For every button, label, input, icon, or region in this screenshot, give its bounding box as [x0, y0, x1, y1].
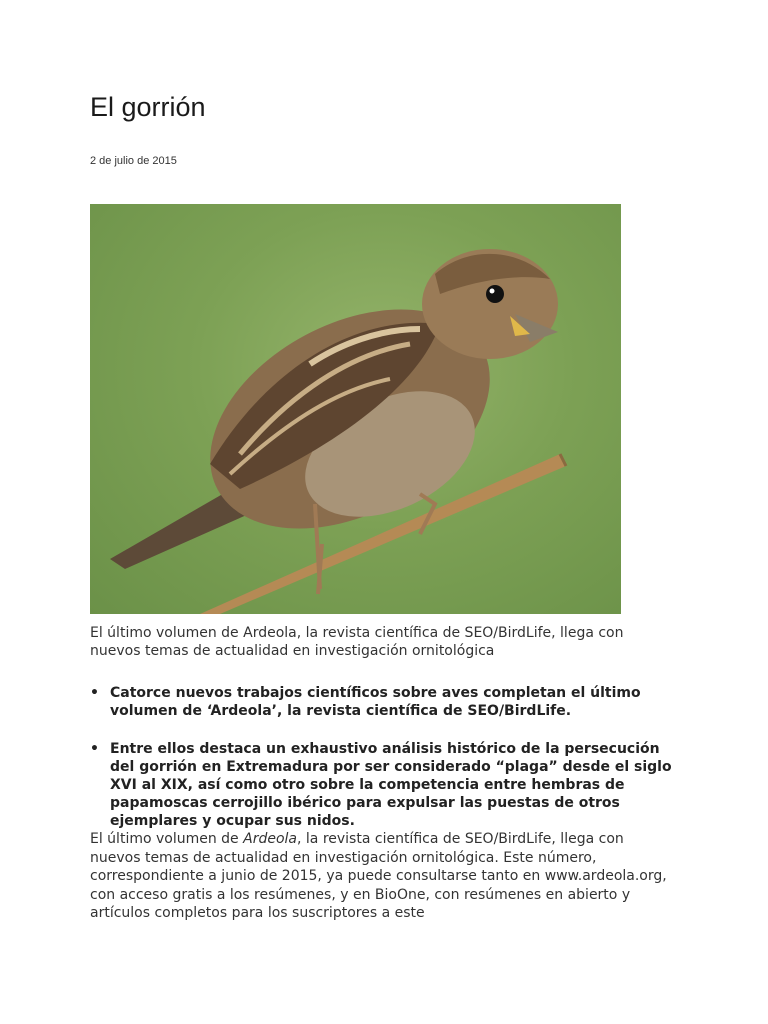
sparrow-illustration — [90, 204, 621, 614]
list-item — [90, 684, 680, 720]
photo-caption: El último volumen de Ardeola, la revista científica de SEO/BirdLife, llega con nuevos temas de actualidad en investigación ornitológica — [90, 625, 624, 659]
list-item — [90, 740, 680, 830]
bullet-marker: • — [90, 741, 99, 757]
bullet-text: Catorce nuevos trabajos científicos sobre aves completan el último volumen de ‘Ardeola’, la revista científica de SEO/BirdLife. — [110, 685, 641, 719]
article-body — [90, 830, 670, 923]
sparrow-photo — [90, 204, 621, 614]
bullet-marker: • — [90, 685, 99, 701]
body-text-rest: , la revista científica de SEO/BirdLife, llega con nuevos temas de actualidad en investigación ornitológica. Este número, correspondiente a junio de 2015, ya puede consultarse tanto en www.ardeola.org, con acceso gratis a los resúmenes, y en BioOne, con resúmenes en abierto y artículos completos para los suscriptores a este — [90, 831, 667, 921]
bullet-text: Entre ellos destaca un exhaustivo análisis histórico de la persecución del gorrión en Extremadura por ser considerado “plaga” desde el siglo XVI al XIX, así como otro sobre la competencia entre hembras de papamoscas cerrojillo ibérico para expulsar las puestas de otros ejemplares y ocupar sus nidos. — [110, 741, 672, 829]
publish-date: 2 de julio de 2015 — [90, 155, 177, 167]
body-text-start: El último volumen de — [90, 831, 244, 847]
highlights-list — [90, 684, 680, 850]
journal-name: Ardeola — [243, 831, 297, 847]
page-title: El gorrión — [90, 92, 206, 122]
